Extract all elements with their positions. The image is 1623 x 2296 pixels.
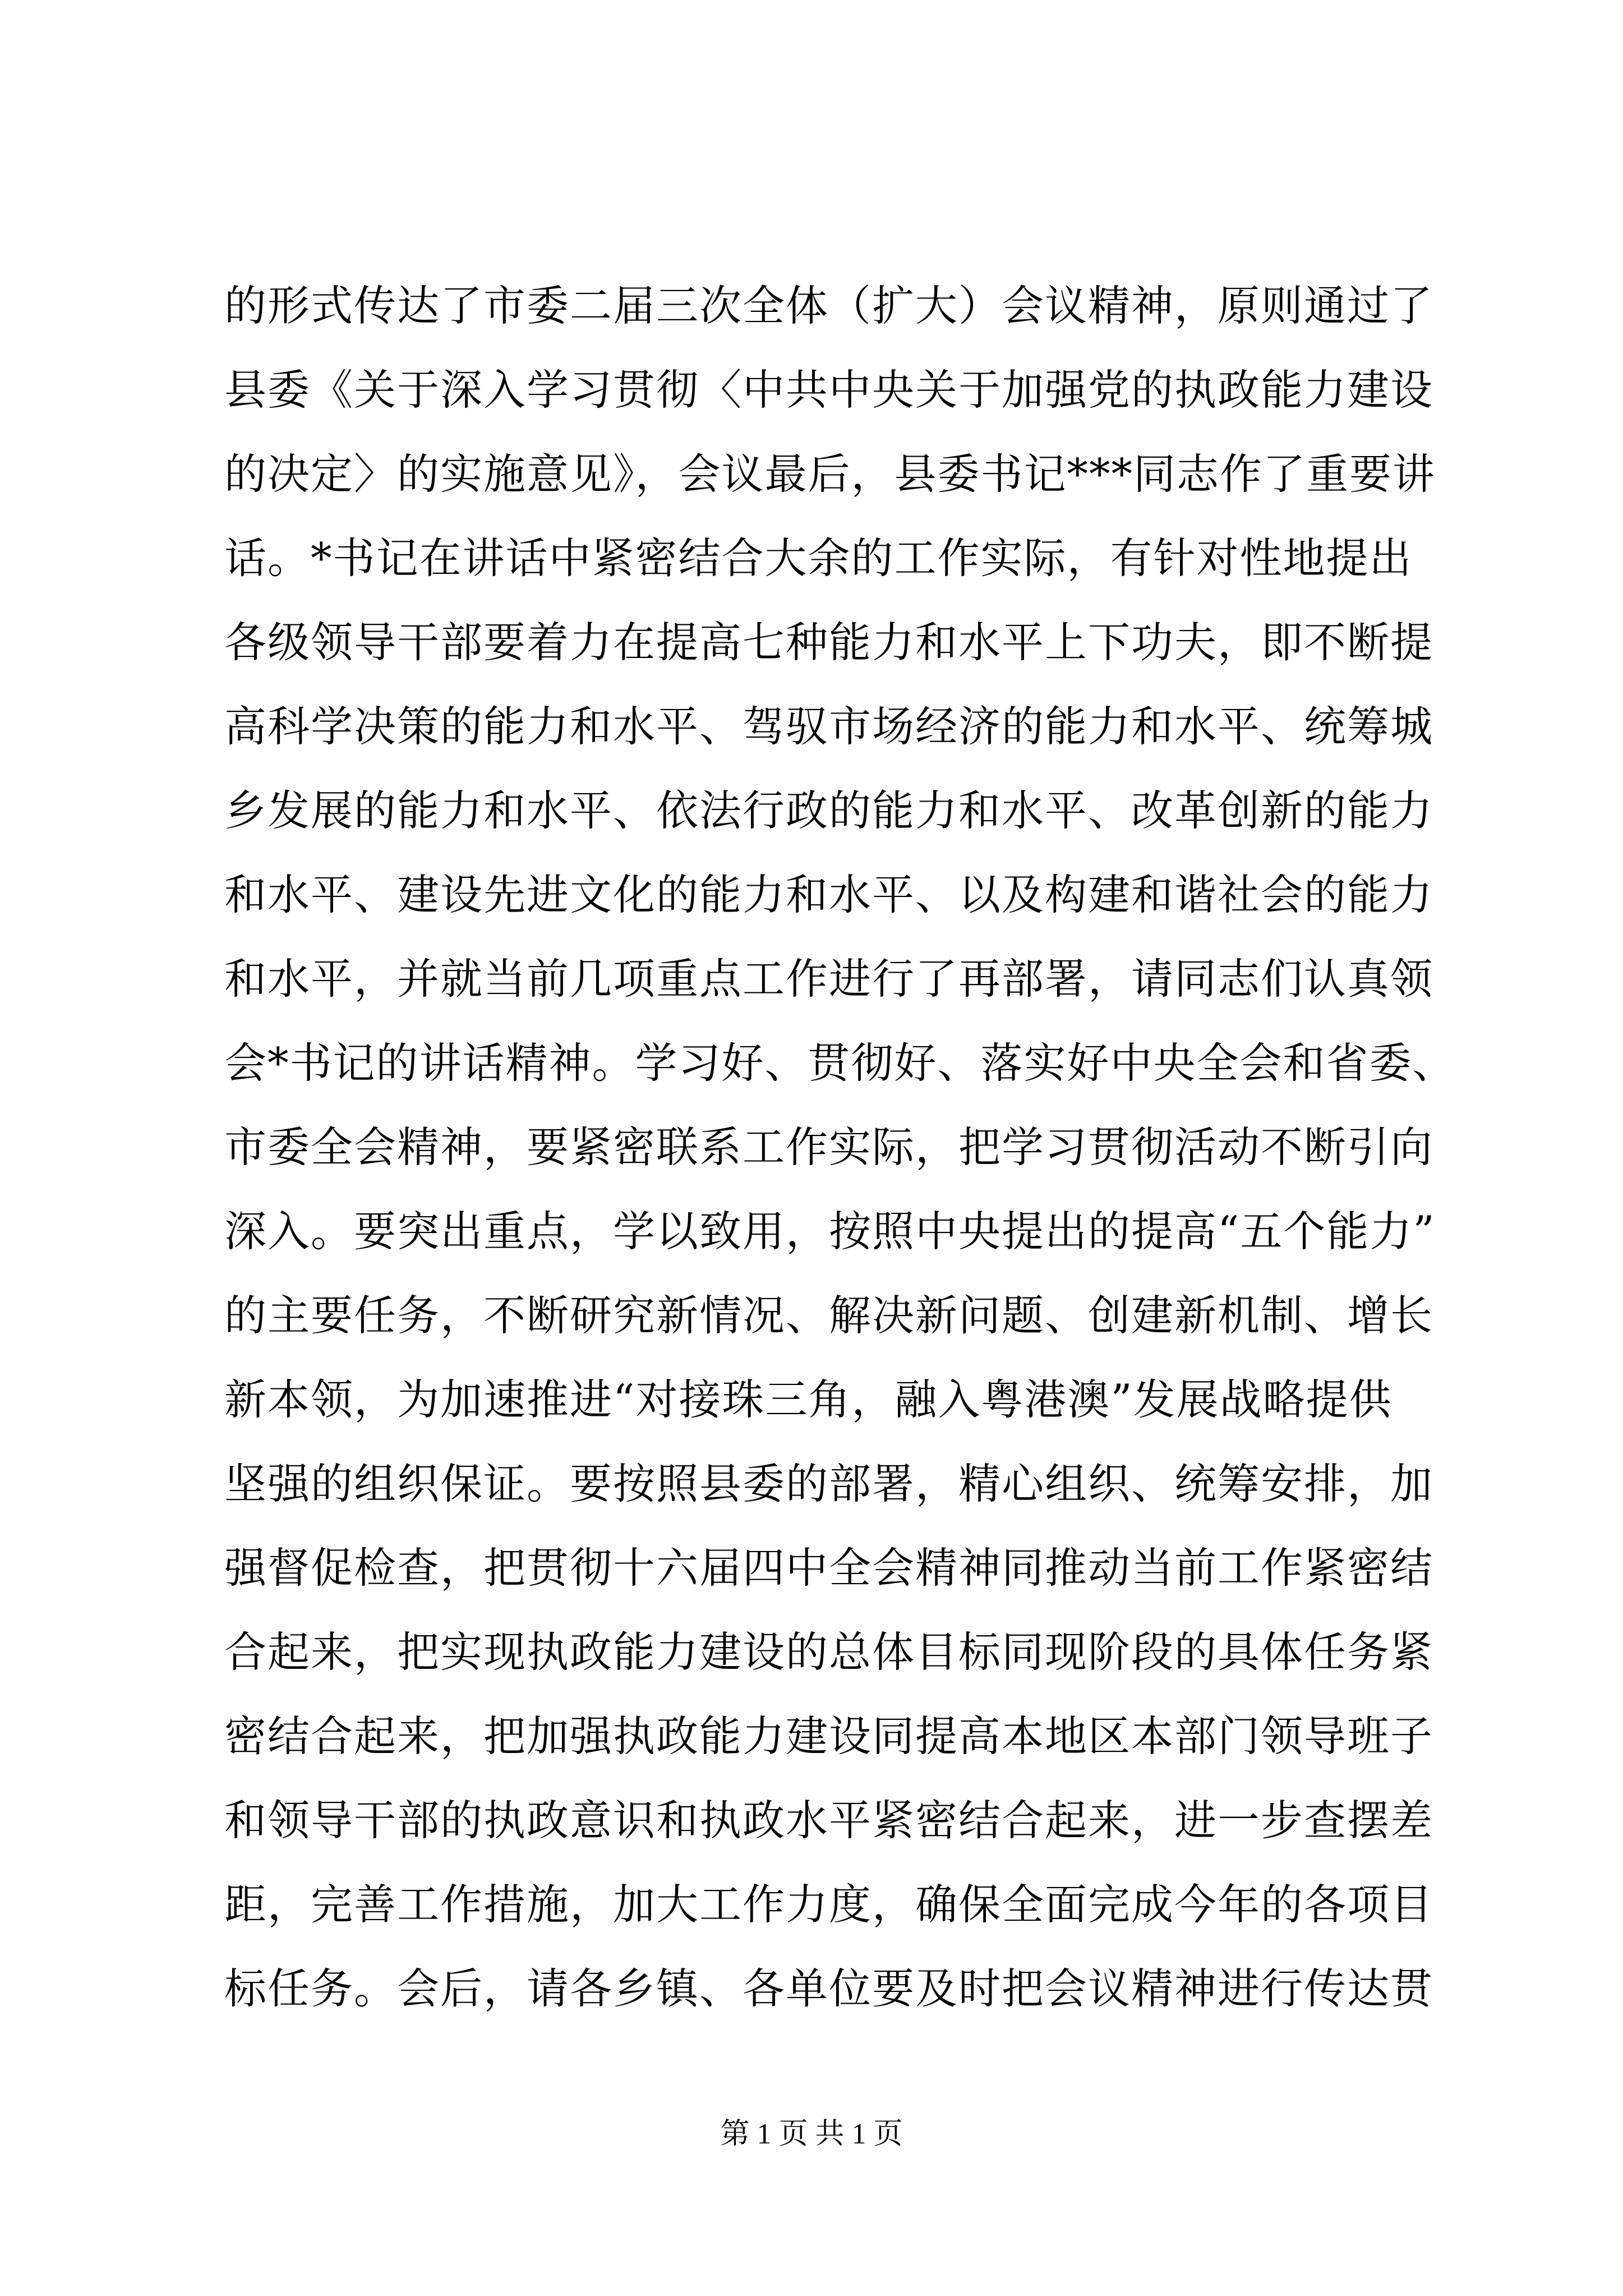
text-line: 的决定〉的实施意见》，会议最后，县委书记***同志作了重要讲 xyxy=(224,449,1436,499)
text-line: 县委《关于深入学习贯彻〈中共中央关于加强党的执政能力建设 xyxy=(224,365,1434,415)
text-line: 的形式传达了市委二届三次全体（扩大）会议精神，原则通过了 xyxy=(224,281,1434,330)
text-line: 标任务。会后，请各乡镇、各单位要及时把会议精神进行传达贯 xyxy=(224,1964,1434,2013)
text-line: 和水平，并就当前几项重点工作进行了再部署，请同志们认真领 xyxy=(224,954,1434,1004)
text-line: 乡发展的能力和水平、依法行政的能力和水平、改革创新的能力 xyxy=(224,786,1434,835)
text-line: 各级领导干部要着力在提高七种能力和水平上下功夫，即不断提 xyxy=(224,618,1434,667)
page-footer xyxy=(0,2115,1623,2154)
text-line: 会*书记的讲话精神。学习好、贯彻好、落实好中央全会和省委、 xyxy=(224,1038,1456,1088)
text-line: 的主要任务，不断研究新情况、解决新问题、创建新机制、增长 xyxy=(224,1291,1434,1340)
text-line: 坚强的组织保证。要按照县委的部署，精心组织、统筹安排，加 xyxy=(224,1459,1434,1508)
text-line: 市委全会精神，要紧密联系工作实际，把学习贯彻活动不断引向 xyxy=(224,1122,1434,1172)
text-line: 强督促检查，把贯彻十六届四中全会精神同推动当前工作紧密结 xyxy=(224,1543,1434,1593)
text-line: 和领导干部的执政意识和执政水平紧密结合起来，进一步查摆差 xyxy=(224,1796,1434,1845)
text-line: 高科学决策的能力和水平、驾驭市场经济的能力和水平、统筹城 xyxy=(224,702,1434,751)
text-line: 密结合起来，把加强执政能力建设同提高本地区本部门领导班子 xyxy=(224,1711,1434,1761)
text-line: 深入。要突出重点，学以致用，按照中央提出的提高“五个能力” xyxy=(224,1207,1436,1256)
text-line: 话。*书记在讲话中紧密结合大余的工作实际，有针对性地提出 xyxy=(224,533,1413,583)
text-line: 合起来，把实现执政能力建设的总体目标同现阶段的具体任务紧 xyxy=(224,1627,1434,1677)
text-line: 和水平、建设先进文化的能力和水平、以及构建和谐社会的能力 xyxy=(224,870,1434,919)
page-number: 第 1 页 共 1 页 xyxy=(720,2118,903,2150)
body-text xyxy=(224,264,1456,2031)
text-line: 新本领，为加速推进“对接珠三角，融入粤港澳”发展战略提供 xyxy=(224,1375,1393,1424)
text-line: 距，完善工作措施，加大工作力度，确保全面完成今年的各项目 xyxy=(224,1880,1434,1929)
